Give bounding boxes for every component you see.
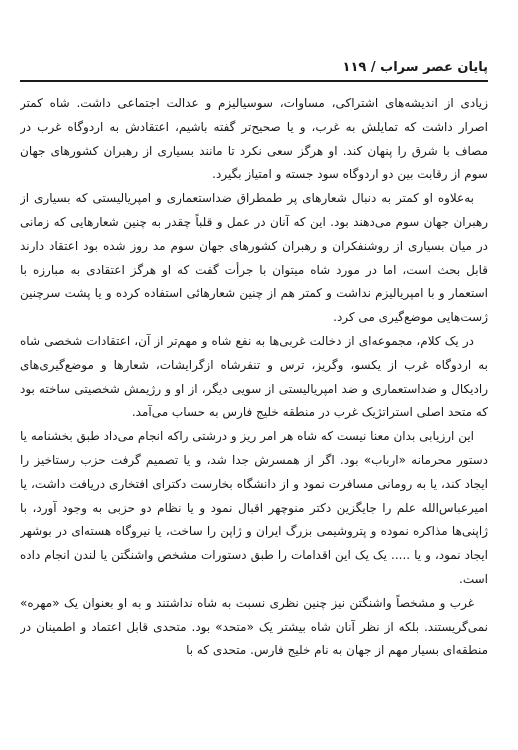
running-header: پایان عصر سراب / ۱۱۹ <box>342 60 488 75</box>
paragraph-1: زیادی از اندیشه‌های اشتراکی، مساوات، سوسیالیزم و عدالت اجتماعی داشت. شاه کمتر اصرار داشت که تمایلش به غرب، و یا صحیح‌تر گفته باشیم، اعتقادش به اردوگاه غرب در مصاف با شرق را پنهان کند. او هرگز سعی نکرد تا مانند بسیاری از رهبران کشورهای جهان سوم از رقابت بین دو اردوگاه سود جسته و امتیاز بگیرد. <box>20 96 488 182</box>
header-divider <box>20 80 488 82</box>
paragraph-4: این ارزیابی بدان معنا نیست که شاه هر امر ریز و درشتی راکه انجام می‌داد طبق بخشنامه یا دستور محرمانه «ارباب» بود. اگر از همسرش جدا شد، و یا تصمیم گرفت حزب رستاخیز را ایجاد کند، یا به رومانی مسافرت نمود و از دانشگاه بخارست دکترای افتخاری دریافت داشت، یا امیرعباس‌الله علم را جایگزین دکتر منوچهر اقبال نمود و یا نظام دو حزبی به وجود آورد، با ژاپنی‌ها مذاکره نموده و پتروشیمی بزرگ ایران و ژاپن را ساخت، یا نیروگاه هسته‌ای در بوشهر ایجاد نمود، و یا ..... یک یک این اقدامات را طبق دستورات مشخص واشنگتن یا لندن انجام داده است. <box>20 429 488 586</box>
paragraph-2: به‌علاوه او کمتر به دنبال شعارهای پر طمطراق ضداستعماری و امپریالیستی که بسیاری از رهبران جهان سوم می‌دهند بود. این که آنان در عمل و قلباً چقدر به چنین شعارهایی که زمانی در میان بسیاری از روشنفکران و رهبران کشورهای جهان سوم مد روز شده بود اعتقاد دارند قابل بحث است، اما در مورد شاه میتوان با جرأت گفت که او هرگز اعتقادی به مبارزه با استعمار و با امپریالیزم نداشت و کمتر هم از چنین شعارهائی استفاده کرده و یا پشت سرچنین ژست‌هایی موضع‌گیری می کرد. <box>20 191 488 325</box>
paragraph-3: در یک کلام، مجموعه‌ای از دخالت غربی‌ها به نفع شاه و مهم‌تر از آن، اعتقادات شخصی شاه به اردوگاه غرب از یکسو، وگریز، ترس و تنفرشاه ازگرایشات، شعارها و موضع‌گیری‌های رادیکال و ضداستعماری و ضد امپریالیستی از سویی دیگر، از او و رژیمش شخصیتی ساخته بود که متحد اصلی استراتژیک غرب در منطقه خلیج فارس به حساب می‌آمد. <box>20 333 488 420</box>
body-text <box>20 92 488 742</box>
paragraph-5: غرب و مشخصاً واشنگتن نیز چنین نظری نسبت به شاه نداشتند و به او بعنوان یک «مهره» نمی‌گریستند. بلکه از نظر آنان شاه بیشتر یک «متحد» بود. متحدی قابل اعتماد و اطمینان در منطقه‌ای بسیار مهم از جهان به نام خلیج فارس. متحدی که با <box>20 595 488 658</box>
